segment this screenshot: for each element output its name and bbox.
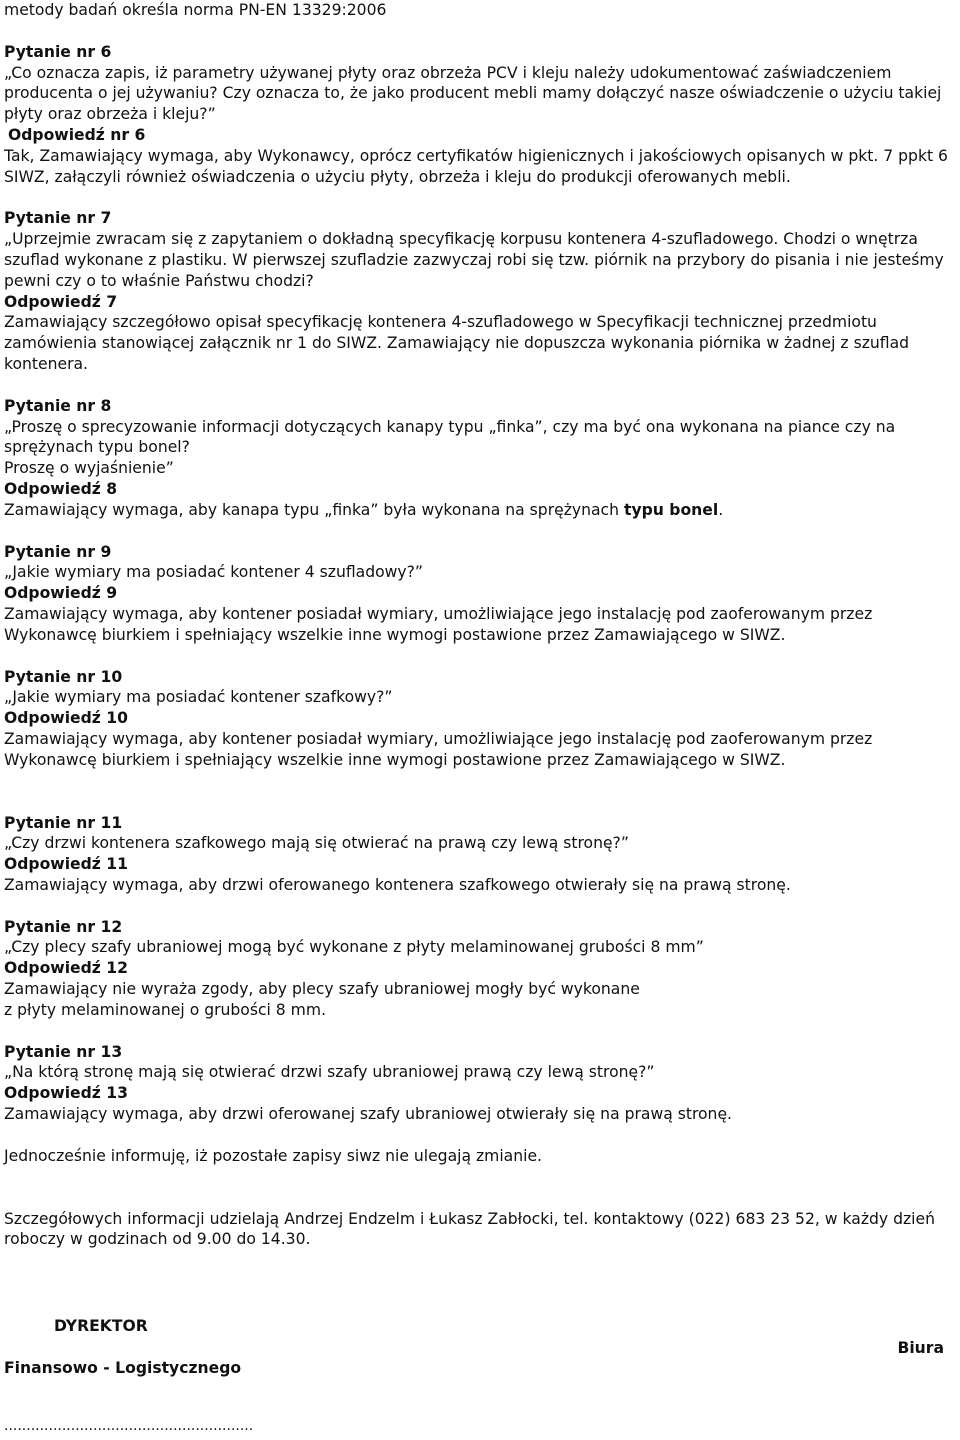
- answer-title: Odpowiedź 13: [4, 1084, 128, 1103]
- answer-title: Odpowiedź 12: [4, 959, 128, 978]
- document-body: [4, 0, 954, 1250]
- answer-text: Zamawiający szczegółowo opisał specyfikację kontenera 4-szufladowego w Specyfikacji technicznej przedmiotu: [4, 313, 877, 332]
- answer-title: Odpowiedź 9: [4, 584, 118, 603]
- contact-info: [4, 1209, 954, 1251]
- answer-text: [4, 500, 954, 521]
- question-title: Pytanie nr 11: [4, 813, 123, 832]
- answer-text: Zamawiający wymaga, aby kontener posiadał wymiary, umożliwiające jego instalację pod zaoferowanym przez: [4, 729, 873, 748]
- question-title: Pytanie nr 10: [4, 667, 123, 686]
- question-title: Pytanie nr 13: [4, 1042, 123, 1061]
- question-text: „Jakie wymiary ma posiadać kontener szafkowy?”: [4, 688, 393, 707]
- question-text: „Na którą stronę mają się otwierać drzwi szafy ubraniowej prawą czy lewą stronę?”: [4, 1063, 655, 1082]
- question-block-9: [4, 542, 954, 646]
- question-title: Pytanie nr 12: [4, 917, 123, 936]
- question-text: pewni czy o to właśnie Państwu chodzi?: [4, 271, 314, 290]
- answer-title: Odpowiedź 10: [4, 709, 128, 728]
- signature-biura: Biura: [897, 1339, 944, 1357]
- answer-text: kontenera.: [4, 354, 89, 373]
- answer-text: Zamawiający wymaga, aby kontener posiadał wymiary, umożliwiające jego instalację pod zaoferowanym przez: [4, 604, 873, 623]
- signature-finansowo: Finansowo - Logistycznego: [4, 1359, 242, 1377]
- answer-text: Tak, Zamawiający wymaga, aby Wykonawcy, oprócz certyfikatów higienicznych i jakościowych opisanych w pkt. 7 ppkt 6: [4, 146, 948, 165]
- question-text: Proszę o wyjaśnienie”: [4, 459, 174, 478]
- question-block-8: [4, 396, 954, 521]
- question-text: szuflad wykonane z plastiku. W pierwszej szufladzie zazwyczaj robi się tzw. piórnik na przybory do pisania i nie jesteśmy: [4, 250, 944, 269]
- question-title: Pytanie nr 8: [4, 396, 112, 415]
- closing-note-text: Jednocześnie informuję, iż pozostałe zapisy siwz nie ulegają zmianie.: [4, 1146, 543, 1165]
- answer-text: zamówienia stanowiącej załącznik nr 1 do SIWZ. Zamawiający nie dopuszcza wykonania piórnika w żadnej z szuflad: [4, 334, 910, 353]
- question-title: Pytanie nr 6: [4, 42, 112, 61]
- answer-title: Odpowiedź nr 6: [8, 125, 146, 144]
- question-text: „Jakie wymiary ma posiadać kontener 4 szufladowy?”: [4, 563, 423, 582]
- contact-text: Szczegółowych informacji udzielają Andrzej Endzelm i Łukasz Zabłocki, tel. kontaktowy (022) 683 23 52, w każdy dzień: [4, 1209, 935, 1228]
- question-block-11: [4, 813, 954, 896]
- contact-text: roboczy w godzinach od 9.00 do 14.30.: [4, 1230, 311, 1249]
- answer-text: Zamawiający nie wyraża zgody, aby plecy szafy ubraniowej mogły być wykonane: [4, 980, 640, 999]
- question-text: „Czy plecy szafy ubraniowej mogą być wykonane z płyty melaminowanej grubości 8 mm”: [4, 938, 704, 957]
- signature-dots: ........................................................: [4, 1418, 254, 1434]
- closing-note: [4, 1146, 954, 1167]
- answer-text-end: .: [718, 500, 724, 519]
- question-block-6: [4, 42, 954, 188]
- question-title: Pytanie nr 9: [4, 542, 112, 561]
- question-text: płyty oraz obrzeża i kleju?”: [4, 105, 216, 124]
- question-text: sprężynach typu bonel?: [4, 438, 190, 457]
- question-text: „Uprzejmie zwracam się z zapytaniem o dokładną specyfikację korpusu kontenera 4-szufladowego. Chodzi o wnętrza: [4, 230, 918, 249]
- question-block-12: [4, 917, 954, 1021]
- answer-text: Wykonawcę biurkiem i spełniający wszelkie inne wymogi postawione przez Zamawiającego w SIWZ.: [4, 625, 786, 644]
- answer-text: z płyty melaminowanej o grubości 8 mm.: [4, 1000, 327, 1019]
- question-title: Pytanie nr 7: [4, 209, 112, 228]
- question-text: „Co oznacza zapis, iż parametry używanej płyty oraz obrzeża PCV i kleju należy udokumentować zaświadczeniem: [4, 63, 892, 82]
- answer-text: Zamawiający wymaga, aby drzwi oferowanego kontenera szafkowego otwierały się na prawą stronę.: [4, 875, 791, 894]
- question-block-13: [4, 1042, 954, 1125]
- answer-title: Odpowiedź 8: [4, 479, 118, 498]
- question-text: producenta o jej używaniu? Czy oznacza to, że jako producent mebli mamy dołączyć nasze oświadczenie o użyciu takiej: [4, 84, 942, 103]
- answer-text: Wykonawcę biurkiem i spełniający wszelkie inne wymogi postawione przez Zamawiającego w SIWZ.: [4, 750, 786, 769]
- question-text: „Proszę o sprecyzowanie informacji dotyczących kanapy typu „finka”, czy ma być ona wykonana na piance czy na: [4, 417, 896, 436]
- signature-block: [4, 1316, 954, 1440]
- answer-text: Zamawiający wymaga, aby drzwi oferowanej szafy ubraniowej otwierały się na prawą stronę.: [4, 1105, 732, 1124]
- answer-text-bold: typu bonel: [623, 500, 719, 519]
- signature-dyrektor: DYREKTOR: [54, 1317, 148, 1335]
- intro-line: metody badań określa norma PN-EN 13329:2006: [4, 1, 387, 19]
- answer-text-main: Zamawiający wymaga, aby kanapa typu „finka” była wykonana na sprężynach: [4, 500, 624, 519]
- answer-title: Odpowiedź 11: [4, 855, 128, 874]
- question-block-7: [4, 208, 954, 374]
- question-block-10: [4, 667, 954, 771]
- answer-text: SIWZ, załączyli również oświadczenia o użyciu płyty, obrzeża i kleju do produkcji oferowanych mebli.: [4, 167, 791, 186]
- question-text: „Czy drzwi kontenera szafkowego mają się otwierać na prawą czy lewą stronę?”: [4, 834, 629, 853]
- answer-title: Odpowiedź 7: [4, 292, 118, 311]
